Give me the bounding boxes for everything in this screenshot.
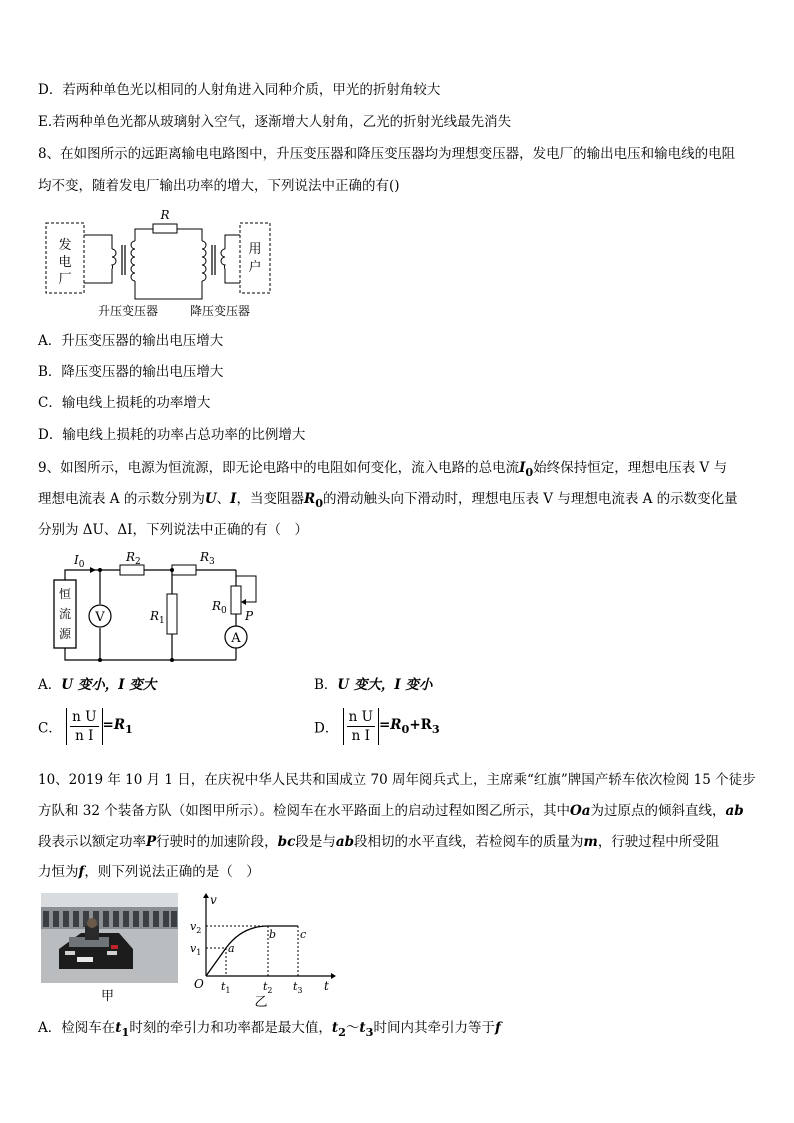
q8-option-c: C．输电线上损耗的功率增大	[38, 395, 211, 411]
svg-text:P: P	[245, 609, 254, 623]
q9-stem-line1: 9、如图所示，电源为恒流源，即无论电路中的电阻如何变化，流入电路的总电流$I_0$始终保持恒定，理想电压表 V 与	[38, 460, 728, 479]
plant-char-3: 厂	[58, 272, 72, 287]
svg-text:c: c	[300, 928, 307, 941]
i0-label: $I_0$	[74, 553, 85, 570]
svg-text:t2: $t_2$	[263, 980, 273, 995]
svg-text:恒: 恒	[58, 587, 72, 601]
q8-stem-line1: 8、在如图所示的远距离输电电路图中，升压变压器和降压变压器均为理想变压器，发电厂的输出电压和输电线的电阻	[38, 146, 736, 162]
svg-text:v1: $v_1$	[190, 942, 202, 957]
step-down-secondary-coil	[221, 249, 225, 269]
q8-option-a: A．升压变压器的输出电压增大	[38, 333, 224, 349]
svg-text:R0: $R_0$	[212, 599, 227, 616]
q9-option-c: C． $\frac{\text{n U}}{\text{n I}}$ $=R_1$	[38, 709, 133, 744]
velocity-time-graph	[186, 890, 336, 1010]
svg-text:a: a	[228, 942, 235, 955]
svg-text:源: 源	[58, 627, 72, 641]
graph-caption-yi: 乙	[254, 995, 268, 1010]
step-down-primary-coil	[202, 241, 206, 281]
resistor-r1	[167, 594, 177, 634]
svg-text:A: A	[231, 631, 241, 646]
constant-current-circuit-diagram	[40, 548, 280, 668]
q10-stem-line2: 方队和 32 个装备方队（如图甲所示）。检阅车在水平路面上的启动过程如图乙所示，其中Oa为过原点的倾斜直线，ab	[38, 803, 744, 819]
q7-option-d: D．若两种单色光以相同的人射角进入同种介质，甲光的折射角较大	[38, 82, 441, 98]
resistor-label: R	[160, 208, 170, 222]
velocity-curve	[206, 926, 298, 976]
q10-stem-line4: 力恒为f，则下列说法正确的是（ ）	[38, 864, 260, 880]
q9-stem-line3: 分别为 ΔU、ΔI，下列说法中正确的有（ ）	[38, 522, 308, 538]
svg-text:t1: $t_1$	[221, 980, 231, 995]
photo-caption-jia: 甲	[101, 989, 115, 1004]
q7-option-e: E.若两种单色光都从玻璃射入空气，逐渐增大人射角，乙光的折射光线最先消失	[38, 114, 512, 130]
q8-option-d: D．输电线上损耗的功率占总功率的比例增大	[38, 427, 306, 443]
step-up-caption: 升压变压器	[97, 304, 159, 318]
q9-option-b: B．U 变大，I 变小	[314, 677, 433, 693]
resistor-r3	[172, 565, 196, 575]
svg-text:V: V	[95, 610, 105, 625]
svg-text:t: t	[324, 979, 329, 993]
q9-option-a: A．U 变小，I 变大	[38, 677, 157, 693]
svg-text:b: b	[269, 928, 277, 941]
q8-stem-line2: 均不变，随着发电厂输出功率的增大，下列说法中正确的有()	[38, 178, 400, 194]
q9-stem-line2: 理想电流表 A 的示数分别为U、I，当变阻器$R_0$的滑动触头向下滑动时，理想电压表 V 与理想电流表 A 的示数变化量	[38, 491, 738, 510]
plant-char-2: 电	[58, 255, 72, 270]
q10-stem-line3: 段表示以额定功率P行驶时的加速阶段，bc段是与ab段相切的水平直线，若检阅车的质量为m，行驶过程中所受阻	[38, 834, 720, 850]
q8-option-b: B．降压变压器的输出电压增大	[38, 364, 224, 380]
q10-stem-line1: 10、2019 年 10 月 1 日，在庆祝中华人民共和国成立 70 周年阅兵式上，主席乘“红旗”牌国产轿车依次检阅 15 个徒步	[38, 772, 756, 788]
svg-text:R2: $R_2$	[126, 550, 141, 567]
transmission-circuit-diagram	[40, 205, 280, 325]
line-resistor	[153, 224, 177, 233]
rheostat-r0	[231, 586, 241, 614]
q9-option-d: D． $\frac{\text{n U}}{\text{n I}}$ $=R_0+R_3$	[314, 709, 440, 744]
svg-text:v: v	[210, 893, 217, 907]
user-char-1: 用	[248, 242, 262, 257]
q10-option-a: A．检阅车在$t_1$时刻的牵引力和功率都是最大值，$t_2\sim t_3$时间内其牵引力等于f	[38, 1020, 501, 1039]
svg-text:流: 流	[58, 607, 72, 621]
user-char-2: 户	[248, 260, 262, 275]
user-box	[240, 223, 270, 293]
parade-car-photo	[41, 893, 178, 983]
svg-text:R3: $R_3$	[200, 550, 215, 567]
svg-text:t3: $t_3$	[293, 980, 303, 995]
step-up-primary-coil	[112, 249, 116, 269]
svg-text:R1: $R_1$	[150, 609, 165, 626]
svg-text:v2: $v_2$	[190, 920, 202, 935]
step-up-secondary-coil	[131, 241, 135, 281]
plant-char-1: 发	[58, 238, 72, 253]
svg-text:O: O	[194, 977, 204, 991]
step-down-caption: 降压变压器	[189, 304, 251, 318]
